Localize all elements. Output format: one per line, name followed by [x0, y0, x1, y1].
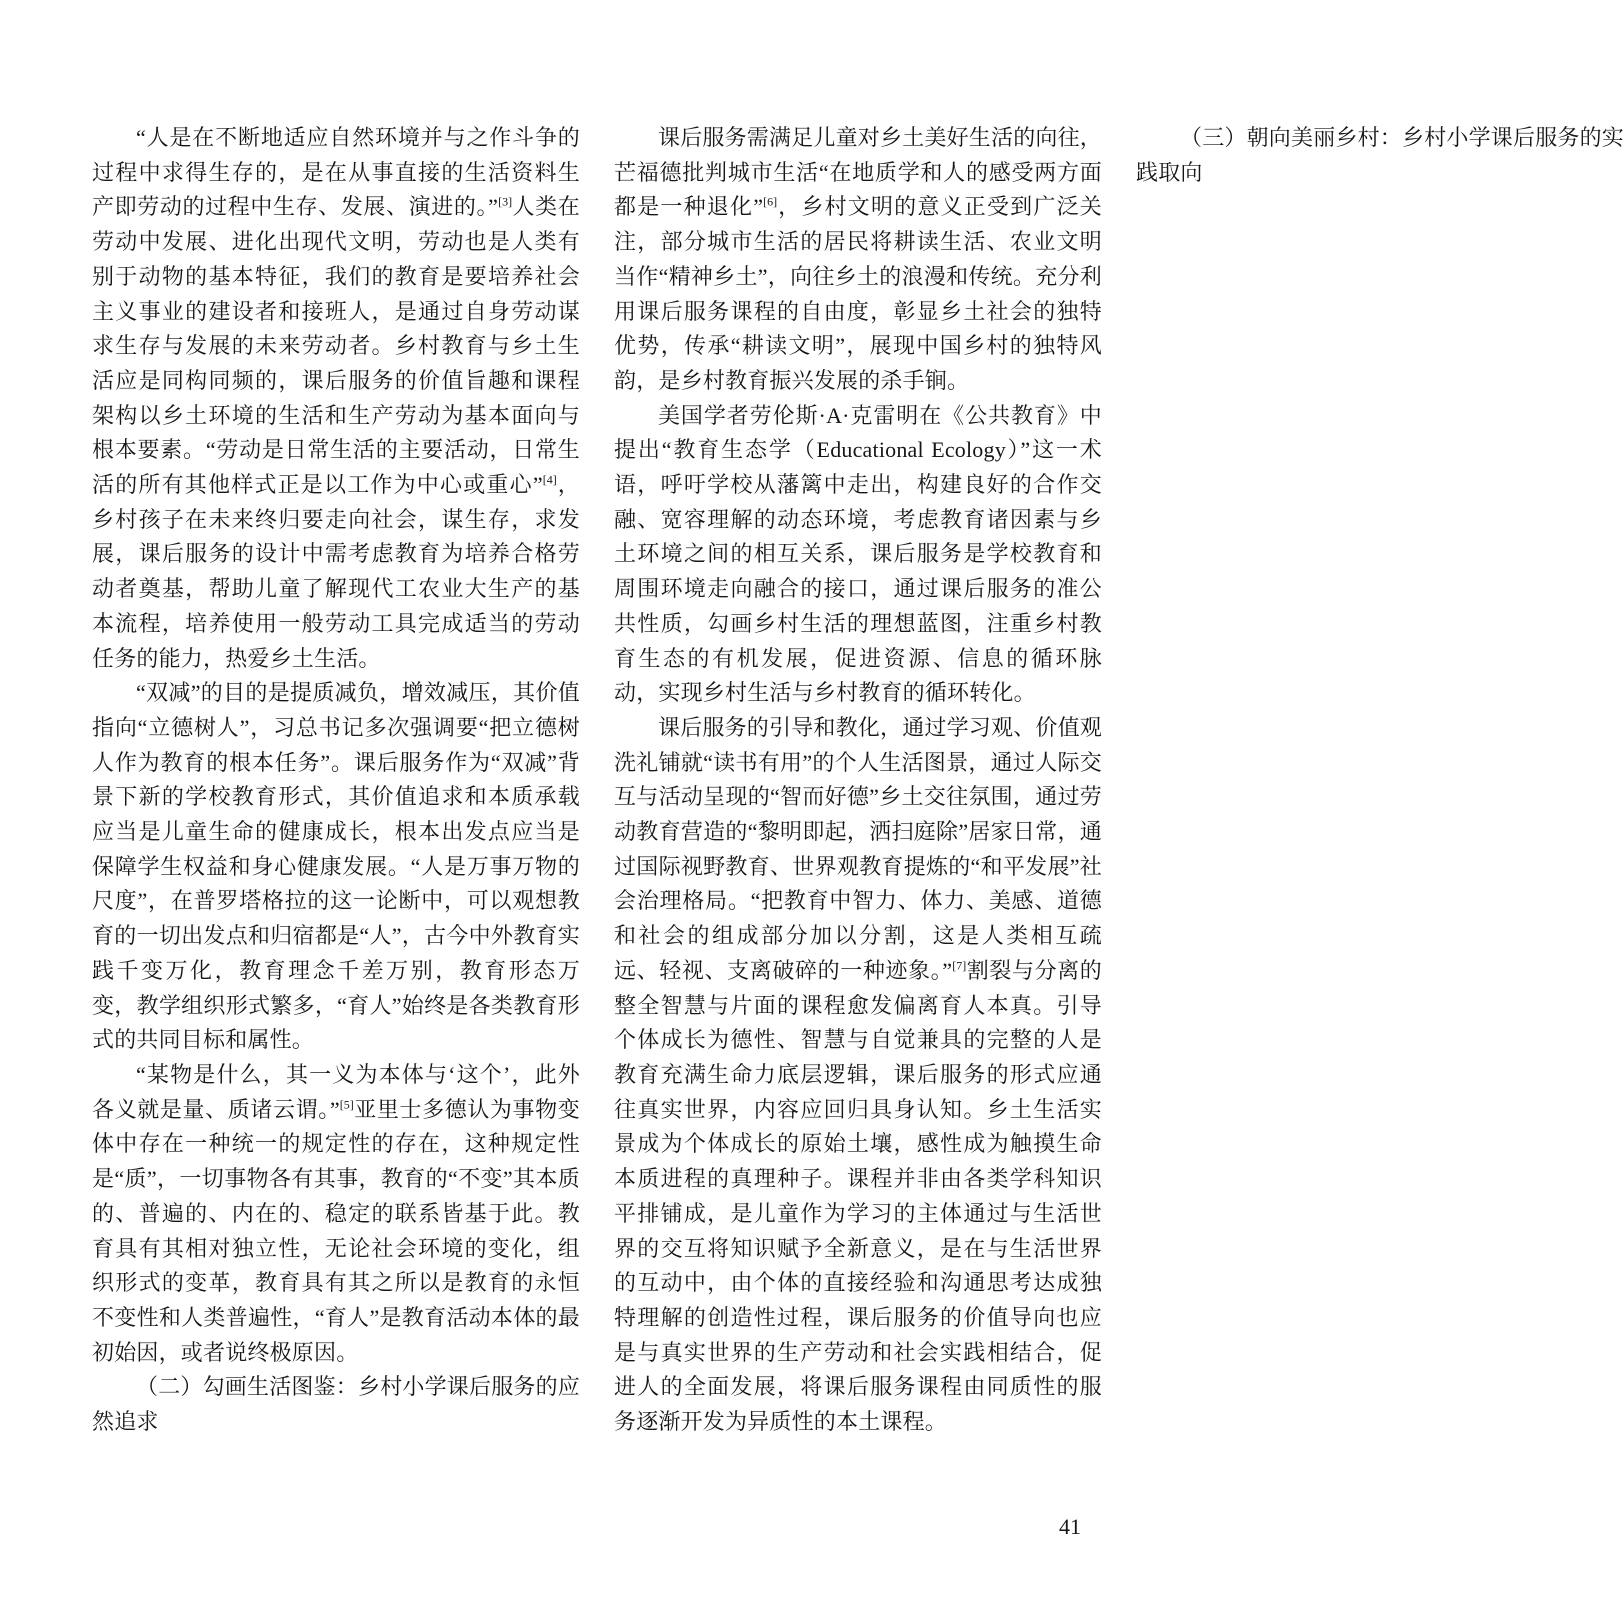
section-heading-3: （三）朝向美丽乡村：乡村小学课后服务的实践取向 — [1136, 125, 1624, 185]
citation-marker: [4] — [542, 472, 557, 487]
citation-marker: [6] — [763, 195, 778, 210]
citation-marker: [5] — [339, 1097, 354, 1112]
paragraph-educational-ecology: 美国学者劳伦斯·A·克雷明在《公共教育》中提出“教育生态学（Educational Ecology）”这一术语，呼吁学校从藩篱中走出，构建良好的合作交融、宽容理解的动态环境，考虑教育诸因素与乡土环境之间的相互关系，课后服务是学校教育和周围环境走向融合的接口，通过课后服务的准公共性质，勾画乡村生活的理想蓝图，注重乡村教育生态的有机发展，促进资源、信息的循环脉动，实现乡村生活与乡村教育的循环转化。 — [614, 402, 1102, 706]
paragraph-aristotle-essence: “某物是什么，其一义为本体与‘这个’，此外各义就是量、质诸云谓。”[5]亚里士多德认为事物变体中存在一种统一的规定性的存在，这种规定性是“质”，一切事物各有其事，教育的“不变”其本质的、普遍的、内在的、稳定的联系皆基于此。教育具有其相对独立性，无论社会环境的变化，组织形式的变革，教育具有其之所以是教育的永恒不变性和人类普遍性，“育人”是教育活动本体的最初始因，或者说终极原因。 — [92, 1061, 580, 1365]
two-column-text-block — [92, 121, 1624, 1477]
section-heading-2: （二）勾画生活图鉴：乡村小学课后服务的应然追求 — [92, 1374, 581, 1435]
paragraph-labor-survival: “人是在不断地适应自然环境并与之作斗争的过程中求得生存的，是在从事直接的生活资料生产即劳动的过程中生存、发展、演进的。”[3]人类在劳动中发展、进化出现代文明，劳动也是人类有别于动物的基本特征，我们的教育是要培养社会主义事业的建设者和接班人，是通过自身劳动谋求生存与发展的未来劳动者。乡村教育与乡土生活应是同构同频的，课后服务的价值旨趣和课程架构以乡土环境的生活和生产劳动为基本面向与根本要素。“劳动是日常生活的主要活动，日常生活的所有其他样式正是以工作为中心或重心”[4]，乡村孩子在未来终归要走向社会，谋生存，求发展，课后服务的设计中需考虑教育为培养合格劳动者奠基，帮助儿童了解现代工农业大生产的基本流程，培养使用一般劳动工具完成适当的劳动任务的能力，热爱乡土生活。 — [92, 125, 580, 671]
paragraph-guidance-education: 课后服务的引导和教化，通过学习观、价值观洗礼铺就“读书有用”的个人生活图景，通过人际交互与活动呈现的“智而好德”乡土交往氛围，通过劳动教育营造的“黎明即起，洒扫庭除”居家日常，通过国际视野教育、世界观教育提炼的“和平发展”社会治理格局。“把教育中智力、体力、美感、道德和社会的组成部分加以分割，这是人类相互疏远、轻视、支离破碎的一种迹象。”[7]割裂与分离的整全智慧与片面的课程愈发偏离育人本真。引导个体成长为德性、智慧与自觉兼具的完整的人是教育充满生命力底层逻辑，课后服务的形式应通往真实世界，内容应回归具身认知。乡土生活实景成为个体成长的原始土壤，感性成为触摸生命本质进程的真理种子。课程并非由各类学科知识平排铺成，是儿童作为学习的主体通过与生活世界的交互将知识赋予全新意义，是在与生活世界的互动中，由个体的直接经验和沟通思考达成独特理解的创造性过程，课后服务的价值导向也应是与真实世界的生产劳动和社会实践相结合，促进人的全面发展，将课后服务课程由同质性的服务逐渐开发为异质性的本土课程。 — [614, 714, 1103, 1435]
page-number: 41 — [1059, 1514, 1081, 1539]
paragraph-rural-yearning: 课后服务需满足儿童对乡土美好生活的向往，芒福德批判城市生活“在地质学和人的感受两方面都是一种退化”[6]，乡村文明的意义正受到广泛关注，部分城市生活的居民将耕读生活、农业文明当作“精神乡土”，向往乡土的浪漫和传统。充分利用课后服务课程的自由度，彰显乡土社会的独特优势，传承“耕读文明”，展现中国乡村的独特风韵，是乡村教育振兴发展的杀手锏。 — [614, 125, 1103, 393]
paragraph-double-reduction: “双减”的目的是提质减负，增效减压，其价值指向“立德树人”，习总书记多次强调要“把立德树人作为教育的根本任务”。课后服务作为“双减”背景下新的学校教育形式，其价值追求和本质承载应当是儿童生命的健康成长，根本出发点应当是保障学生权益和身心健康发展。“人是万事万物的尺度”，在普罗塔格拉的这一论断中，可以观想教育的一切出发点和归宿都是“人”，古今中外教育实践千变万化，教育理念千差万别，教育形态万变，教学组织形式繁多，“育人”始终是各类教育形式的共同目标和属性。 — [92, 680, 580, 1053]
citation-marker: [3] — [498, 195, 513, 210]
citation-marker: [7] — [952, 958, 967, 973]
